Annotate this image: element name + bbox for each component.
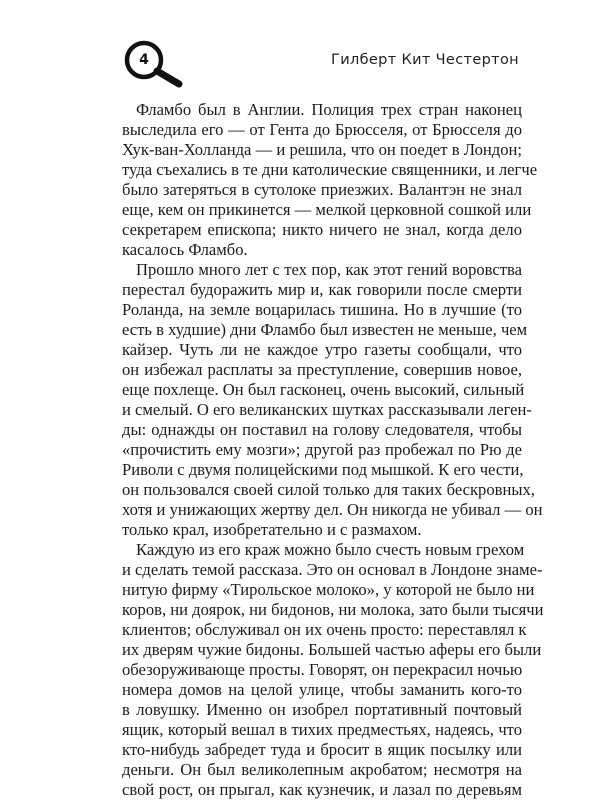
paragraph (122, 260, 543, 540)
text-line: Хук-ван-Холланда — и решила, что он поедет в Лондон; (122, 140, 522, 159)
magnifier-icon (123, 40, 165, 82)
text-line: он пользовался своей силой только для таких бескровных, (122, 480, 535, 499)
text-line: перестал будоражить мир и, как говорили после смерти (122, 280, 522, 299)
text-line: туда съехались в те дни католические священники, и легче (122, 160, 538, 179)
paragraph (122, 100, 538, 260)
text-line: кто-нибудь забредет туда и бросит в ящик посылку или (122, 740, 522, 759)
text-line: их дверям чужие бидоны. Большей частью аферы его были (122, 640, 542, 659)
text-line: в ловушку. Именно он изобрел портативный почтовый (122, 700, 522, 719)
page-header (0, 0, 600, 90)
text-line: Фламбо был в Англии. Полиция трех стран наконец (136, 100, 522, 119)
text-line: еще, кем он прикинется — мелкой церковной сошкой или (122, 200, 532, 219)
text-line: и сделать темой рассказа. Это он основал в Лондоне знаме- (122, 560, 543, 579)
text-line: и смелый. О его великанских шутках рассказывали леген- (122, 400, 532, 419)
text-line: Прошло много лет с тех пор, как этот гений воровства (136, 260, 522, 279)
text-line: Роланда, на земле воцарилась тишина. Но в лучшие (то (122, 300, 522, 319)
text-line: кайзер. Чуть ли не каждое утро газеты сообщали, что (122, 340, 522, 359)
paragraph (122, 540, 544, 800)
text-line: ды: однажды он поставил на голову следователя, чтобы (122, 420, 522, 439)
text-line: есть в худшие) дни Фламбо был известен не меньше, чем (122, 320, 528, 339)
text-line: было затеряться в сутолоке приезжих. Валантэн не знал (122, 180, 522, 199)
text-line: Риволи с двумя полицейскими под мышкой. К его чести, (122, 460, 524, 479)
running-title: Гилберт Кит Честертон (331, 52, 519, 68)
text-line: ящик, который вешал в тихих предместьях, надеясь, что (122, 720, 522, 739)
text-line: нитую фирму «Тирольское молоко», у которой не было ни (122, 580, 535, 599)
text-line: Каждую из его краж можно было счесть новым грехом (136, 540, 525, 559)
text-line: выследила его — от Гента до Брюсселя, от Брюсселя до (122, 120, 522, 139)
text-line: касалось Фламбо. (122, 240, 248, 259)
text-line: только крал, изобретательно и с размахом. (122, 520, 422, 539)
text-line: обезоруживающе просты. Говорят, он перекрасил ночью (122, 660, 523, 679)
text-line: клиентов; обслуживал он их очень просто: переставлял к (122, 620, 527, 639)
text-line: секретарем епископа; никто ничего не знал, когда дело (122, 220, 522, 239)
text-line: деньги. Он был великолепным акробатом; несмотря на (122, 760, 522, 779)
text-line: он избежал расплаты за преступление, совершив новое, (122, 360, 522, 379)
body-text (122, 100, 544, 800)
text-line: «прочистить ему мозги»; другой раз пробежал по Рю де (122, 440, 522, 459)
text-line: номера домов на целой улице, чтобы заманить кого-то (122, 680, 522, 699)
text-line: коров, ни доярок, ни бидонов, ни молока, зато были тысячи (122, 600, 544, 619)
text-line: свой рост, он прыгал, как кузнечик, и лазал по деревьям (122, 780, 522, 799)
page-number: 4 (139, 52, 149, 68)
text-line: еще похлеще. Он был гасконец, очень высокий, сильный (122, 380, 525, 399)
text-line: хотя и унижающих жертву дел. Он никогда не убивал — он (122, 500, 543, 519)
